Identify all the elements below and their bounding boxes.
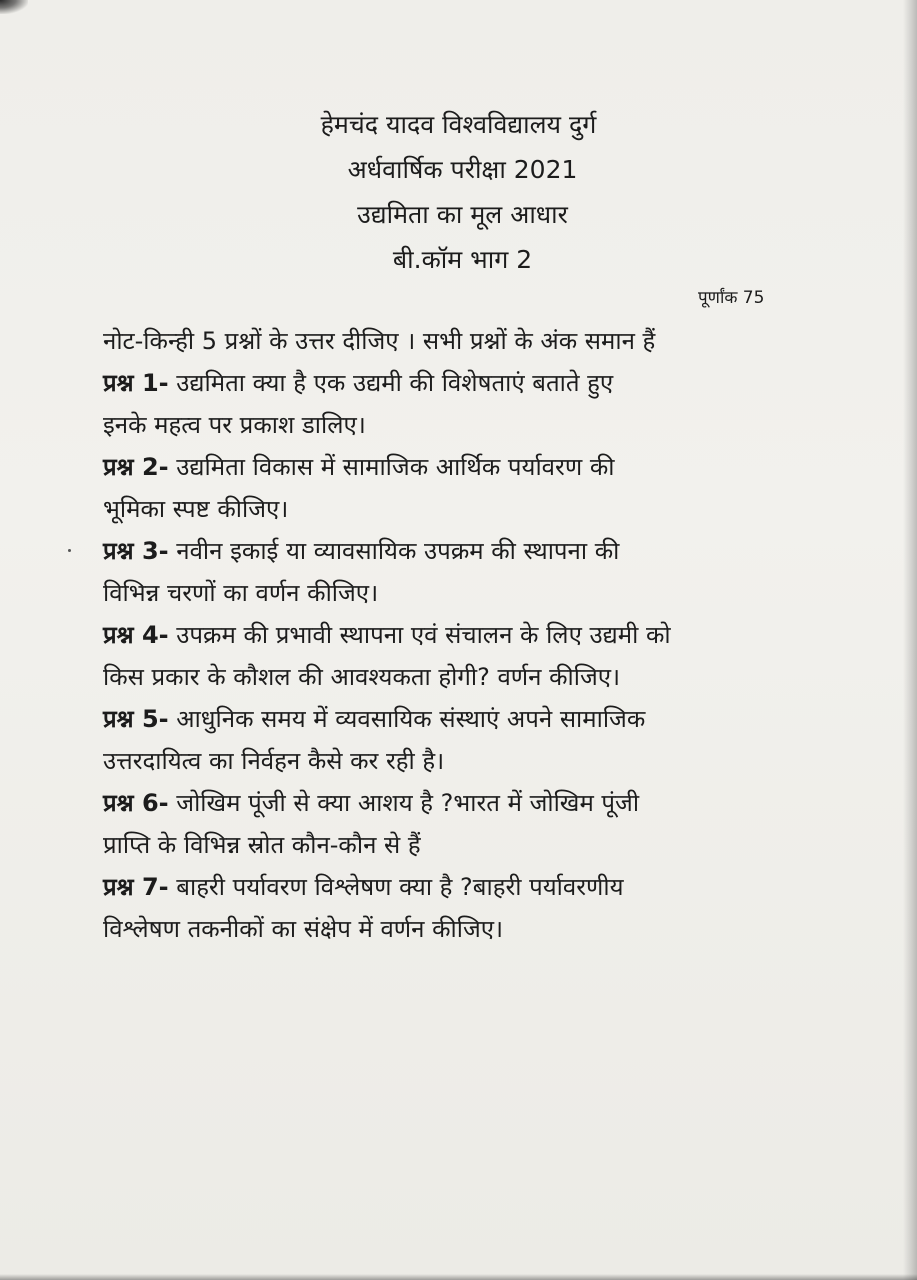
subject-title: उद्यमिता का मूल आधार xyxy=(357,200,568,229)
question-text: नवीन इकाई या व्यावसायिक उपक्रम की स्थापना की xyxy=(168,537,620,565)
exam-title: अर्धवार्षिक परीक्षा 2021 xyxy=(347,155,578,184)
question-3 xyxy=(103,530,803,614)
question-text: उद्यमिता क्या है एक उद्यमी की विशेषताएं बताते हुए xyxy=(168,369,614,397)
question-text: आधुनिक समय में व्यवसायिक संस्थाएं अपने सामाजिक xyxy=(168,705,646,733)
university-name: हेमचंद यादव विश्वविद्यालय दुर्ग xyxy=(320,110,597,139)
instruction-note: नोट-किन्ही 5 प्रश्नों के उत्तर दीजिए । सभी प्रश्नों के अंक समान हैं xyxy=(103,327,656,355)
question-line xyxy=(103,782,803,824)
question-text: उपक्रम की प्रभावी स्थापना एवं संचालन के लिए उद्यमी को xyxy=(168,621,671,649)
question-line xyxy=(103,866,803,908)
question-text-continued: उत्तरदायित्व का निर्वहन कैसे कर रही है। xyxy=(103,747,445,775)
question-text: जोखिम पूंजी से क्या आशय है ?भारत में जोखिम पूंजी xyxy=(168,789,640,817)
question-list xyxy=(103,320,803,950)
question-line xyxy=(103,362,803,404)
question-text-continued: भूमिका स्पष्ट कीजिए। xyxy=(103,495,289,523)
question-6 xyxy=(103,782,803,866)
question-text: उद्यमिता विकास में सामाजिक आर्थिक पर्यावरण की xyxy=(168,453,615,481)
course-title: बी.कॉम भाग 2 xyxy=(392,245,533,274)
paper-header xyxy=(0,102,917,282)
question-text-continued: विश्लेषण तकनीकों का संक्षेप में वर्णन कीजिए। xyxy=(103,915,504,943)
question-label: प्रश्न 3- xyxy=(103,537,169,565)
question-line xyxy=(103,698,803,740)
question-7 xyxy=(103,866,803,950)
question-label: प्रश्न 1- xyxy=(103,369,169,397)
question-5 xyxy=(103,698,803,782)
question-label: प्रश्न 5- xyxy=(103,705,169,733)
question-2 xyxy=(103,446,803,530)
question-text-continued: प्राप्ति के विभिन्न स्रोत कौन-कौन से हैं xyxy=(103,831,421,859)
question-label: प्रश्न 4- xyxy=(103,621,169,649)
question-4 xyxy=(103,614,803,698)
corner-shadow xyxy=(0,0,28,14)
question-text-continued: विभिन्न चरणों का वर्णन कीजिए। xyxy=(103,579,379,607)
question-1 xyxy=(103,362,803,446)
question-label: प्रश्न 7- xyxy=(103,873,169,901)
bottom-edge-shadow xyxy=(0,1274,917,1280)
total-marks: पूर्णांक 75 xyxy=(698,288,765,308)
question-text: बाहरी पर्यावरण विश्लेषण क्या है ?बाहरी पर्यावरणीय xyxy=(168,873,624,901)
speck xyxy=(68,549,71,552)
question-text-continued: इनके महत्व पर प्रकाश डालिए। xyxy=(103,411,366,439)
question-label: प्रश्न 6- xyxy=(103,789,169,817)
question-label: प्रश्न 2- xyxy=(103,453,169,481)
question-line xyxy=(103,446,803,488)
question-line xyxy=(103,530,803,572)
question-line xyxy=(103,614,803,656)
question-text-continued: किस प्रकार के कौशल की आवश्यकता होगी? वर्णन कीजिए। xyxy=(103,663,621,691)
